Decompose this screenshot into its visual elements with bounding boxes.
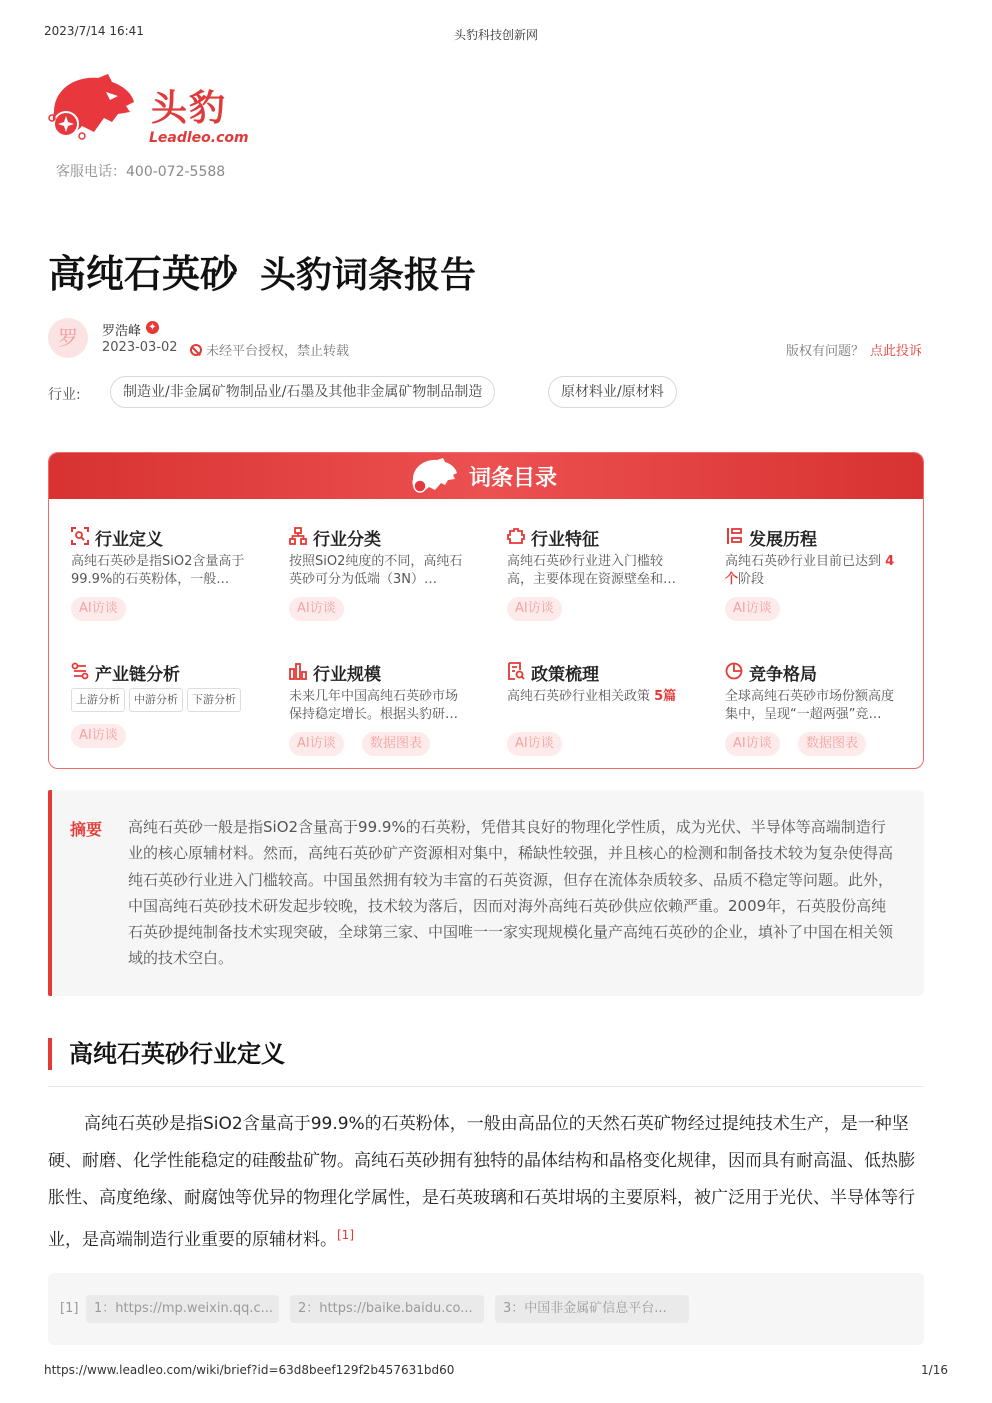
leopard-logo-icon — [409, 457, 459, 497]
midstream-button[interactable]: 中游分析 — [129, 688, 183, 712]
ai-interview-pill[interactable]: AI访谈 — [71, 724, 126, 748]
reference-mark[interactable]: [1] — [337, 1228, 354, 1242]
document-icon — [507, 662, 525, 680]
customer-hotline: 客服电话：400-072-5588 — [56, 164, 226, 180]
toc-header — [49, 453, 923, 499]
no-repost-notice — [190, 340, 349, 359]
verified-badge-icon: ✦ — [146, 321, 159, 334]
ai-interview-pill[interactable]: AI访谈 — [289, 597, 344, 621]
leadleo-logo[interactable] — [46, 70, 249, 150]
ai-interview-pill[interactable]: AI访谈 — [71, 597, 126, 621]
logo-cn-text: 头豹 — [151, 88, 228, 129]
copyright-notice — [786, 340, 922, 359]
policy-count: 5篇 — [654, 689, 677, 704]
prohibited-icon — [190, 344, 202, 356]
reference-link[interactable]: 3：中国非金属矿信息平台... — [495, 1295, 689, 1323]
ai-interview-pill[interactable]: AI访谈 — [725, 597, 780, 621]
toc-item-desc: 高纯石英砂是指SiO2含量高于99.9%的石英粉体，一般… — [71, 554, 245, 587]
report-link[interactable]: 点此投诉 — [869, 344, 922, 359]
bar-chart-icon — [289, 662, 307, 680]
puzzle-icon — [507, 527, 525, 545]
toc-item-desc — [725, 553, 903, 589]
print-site-title: 头豹科技创新网 — [453, 28, 538, 42]
publish-date: 2023-03-02 — [102, 340, 178, 355]
chain-buttons — [71, 688, 271, 712]
toc-panel — [48, 452, 924, 769]
summary-text: 高纯石英砂一般是指SiO2含量高于99.9%的石英粉，凭借其良好的物理化学性质，成为光伏、半导体等高端制造行业的核心原辅材料。然而，高纯石英砂矿产资源相对集中，稀缺性较强，并且核心的检测和制备技术较为复杂使得高纯石英砂行业进入门槛较高。中国虽然拥有较为丰富的石英资源，但存在流体杂质较多、品质不稳定等问题。此外，中国高纯石英砂技术研发起步较晚，技术较为落后，因而对海外高纯石英砂供应依赖严重。2009年，石英股份高纯石英砂提纯制备技术实现突破，全球第三家、中国唯一一家实现规模化量产高纯石英砂的企业，填补了中国在相关领域的技术空白。 — [128, 818, 894, 968]
toc-title: 词条目录 — [469, 466, 558, 491]
reference-link[interactable]: 1：https://mp.weixin.qq.c... — [86, 1295, 279, 1323]
section-body-text: 高纯石英砂是指SiO2含量高于99.9%的石英粉体，一般由高品位的天然石英矿物经过提纯技术生产，是一种坚硬、耐磨、化学性能稳定的硅酸盐矿物。高纯石英砂拥有独特的晶体结构和晶格变化规律，因而具有耐高温、低热膨胀性、高度绝缘、耐腐蚀等优异的物理化学属性，是石英玻璃和石英坩埚的主要原料，被广泛用于光伏、半导体等行业，是高端制造行业重要的原辅材料。 — [48, 1114, 915, 1250]
section-body — [48, 1106, 924, 1259]
desc-text: 阶段 — [738, 572, 765, 587]
title-sub: 头豹词条报告 — [260, 255, 477, 296]
copyright-question: 版权有问题？ — [785, 344, 864, 359]
no-repost-text: 未经平台授权，禁止转载 — [206, 344, 350, 359]
ai-interview-pill[interactable]: AI访谈 — [507, 732, 562, 756]
toc-item-name: 行业特征 — [531, 530, 599, 550]
toc-item-desc — [507, 688, 685, 706]
section-divider — [48, 1086, 924, 1087]
toc-item-name: 竞争格局 — [749, 665, 817, 685]
print-url: https://www.leadleo.com/wiki/brief?id=63d8beef129f2b457631bd60 — [44, 1363, 455, 1377]
data-chart-pill[interactable]: 数据图表 — [798, 732, 866, 756]
desc-text: 高纯石英砂行业相关政策 — [507, 689, 655, 704]
ai-interview-pill[interactable]: AI访谈 — [507, 597, 562, 621]
data-chart-pill[interactable]: 数据图表 — [362, 732, 430, 756]
print-datetime: 2023/7/14 16:41 — [44, 24, 144, 38]
toc-item-name: 产业链分析 — [95, 665, 180, 685]
industry-label: 行业: — [48, 387, 81, 403]
toc-item-desc: 高纯石英砂行业进入门槛较高，主要体现在资源壁垒和… — [507, 554, 677, 587]
title-main: 高纯石英砂 — [48, 252, 239, 296]
toc-item-name: 行业规模 — [313, 665, 381, 685]
timeline-icon — [725, 527, 743, 545]
downstream-button[interactable]: 下游分析 — [187, 688, 241, 712]
summary-label: 摘要 — [70, 820, 103, 839]
toc-item-name: 发展历程 — [749, 530, 817, 550]
toc-item-desc: 全球高纯石英砂市场份额高度集中，呈现“一超两强”竞… — [725, 689, 895, 722]
ai-interview-pill[interactable]: AI访谈 — [289, 732, 344, 756]
toc-item-name: 政策梳理 — [531, 665, 599, 685]
page-number: 1/16 — [921, 1363, 948, 1377]
hierarchy-icon — [289, 527, 307, 545]
reference-number: [1] — [60, 1301, 79, 1316]
upstream-button[interactable]: 上游分析 — [71, 688, 125, 712]
toc-item-desc: 按照SiO2纯度的不同，高纯石英砂可分为低端（3N）… — [289, 554, 463, 587]
leopard-logo-icon — [46, 72, 138, 144]
references-box — [48, 1273, 924, 1345]
chain-icon — [71, 662, 89, 680]
author-name[interactable]: 罗浩峰 — [102, 324, 142, 339]
page-title — [48, 243, 476, 298]
section-title: 高纯石英砂行业定义 — [48, 1038, 285, 1070]
ai-interview-pill[interactable]: AI访谈 — [725, 732, 780, 756]
summary-box — [48, 790, 924, 996]
reference-link[interactable]: 2：https://baike.baidu.co... — [290, 1295, 484, 1323]
stage-count: 4个 — [725, 554, 895, 587]
summary-accent-bar — [48, 790, 52, 996]
toc-item-desc: 未来几年中国高纯石英砂市场保持稳定增长。根据头豹研… — [289, 689, 459, 722]
avatar[interactable]: 罗 — [48, 318, 88, 358]
toc-item-name: 行业分类 — [313, 530, 381, 550]
industry-tag[interactable]: 制造业/非金属矿物制品业/石墨及其他非金属矿物制品制造 — [110, 376, 495, 408]
toc-item-name: 行业定义 — [95, 530, 163, 550]
industry-tag[interactable]: 原材料业/原材料 — [548, 376, 677, 408]
print-header — [44, 24, 948, 40]
print-footer — [44, 1363, 948, 1379]
pie-chart-icon — [725, 662, 743, 680]
logo-en-text: Leadleo.com — [149, 130, 249, 146]
desc-text: 高纯石英砂行业目前已达到 — [725, 554, 886, 569]
definition-icon — [71, 527, 89, 545]
